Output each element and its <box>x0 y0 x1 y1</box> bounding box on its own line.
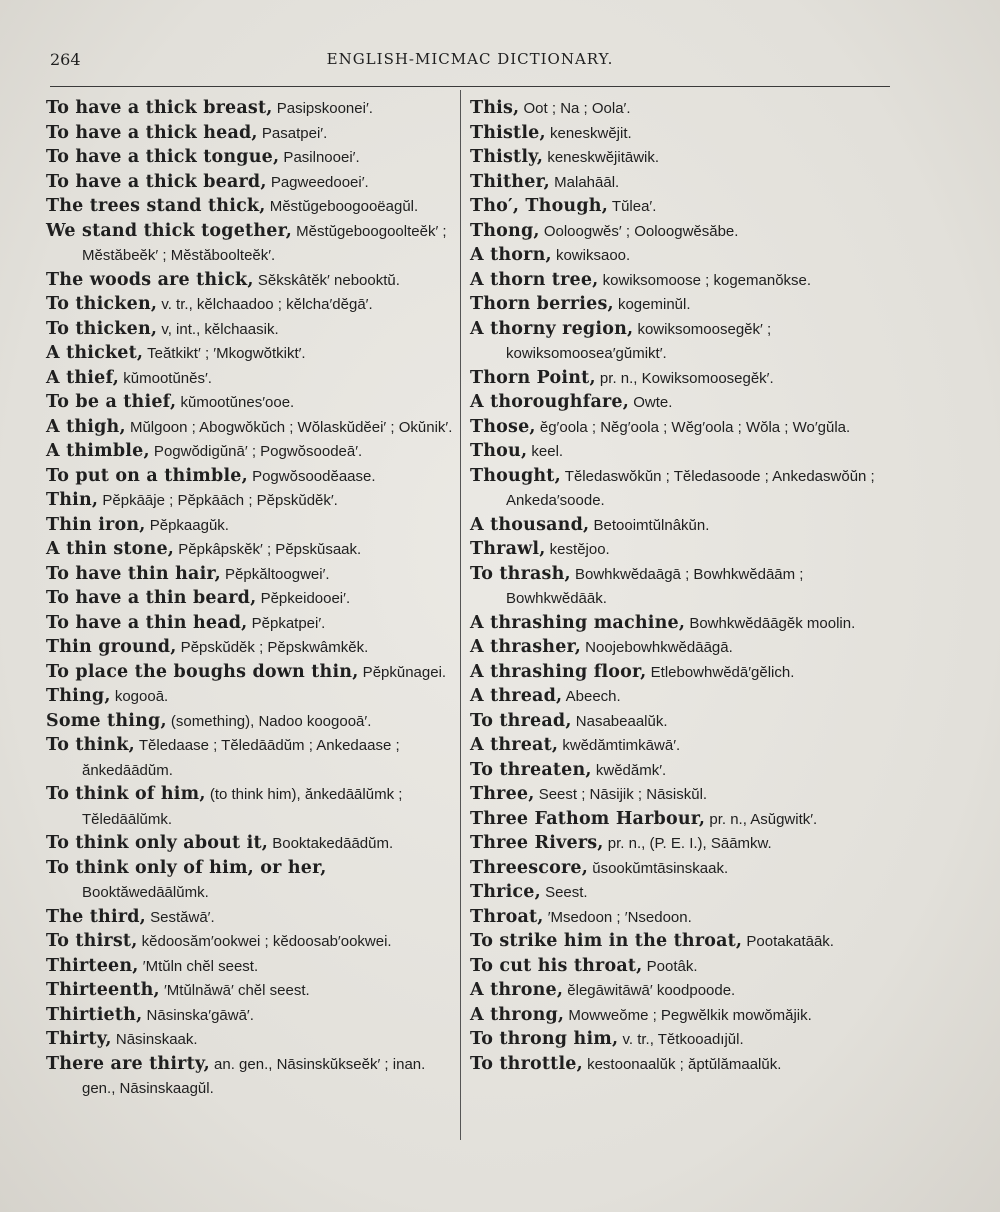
entry-definition: v, int., kĕlchaasik. <box>157 320 279 338</box>
dictionary-entry <box>470 709 892 734</box>
dictionary-entry <box>470 317 892 366</box>
entry-definition: kowiksomoosegĕk′ ; kowiksomoosea′gŭmikt′. <box>506 320 772 362</box>
entry-headword: To strike him in the throat, <box>470 931 743 951</box>
entry-headword: A thrashing floor, <box>470 661 647 682</box>
dictionary-entry <box>470 856 892 881</box>
entry-headword: There are thirty, <box>46 1053 210 1074</box>
entry-definition: Tŭlea′. <box>608 198 657 215</box>
entry-headword: To think, <box>46 735 135 755</box>
right-column <box>470 96 892 1076</box>
book-title: ENGLISH-MICMAC DICTIONARY. <box>326 50 614 68</box>
entry-definition: Malahāāl. <box>549 173 620 191</box>
dictionary-entry <box>46 145 454 170</box>
entry-definition: Mŭlgoon ; Abogwŏkŭch ; Wŏlaskŭdĕei′ ; Okŭnik′. <box>125 418 453 436</box>
entry-definition: Pogwŏsoodĕaase. <box>247 467 376 485</box>
dictionary-entry <box>46 856 454 905</box>
entry-definition: kogooā. <box>110 688 169 705</box>
entry-definition: pr. n., Asŭgwitk′. <box>705 810 818 828</box>
entry-headword: A thread, <box>470 686 563 706</box>
dictionary-entry <box>46 121 454 146</box>
entry-headword: A throne, <box>470 980 564 1000</box>
entry-definition: Mĕstŭgeboogooëagŭl. <box>265 198 419 215</box>
dictionary-entry <box>46 317 454 342</box>
entry-definition: Nāsinskaak. <box>111 1031 198 1048</box>
dictionary-entry <box>470 96 892 121</box>
dictionary-entry <box>46 194 454 219</box>
dictionary-entry <box>470 1003 892 1028</box>
dictionary-entry <box>46 1027 454 1052</box>
dictionary-entry <box>46 464 454 489</box>
entry-definition: Bowhkwĕdaāgā ; Bowhkwĕdāām ; Bowhkwĕdāāk. <box>506 565 804 607</box>
entry-definition: Pĕpkāāje ; Pĕpkāāch ; Pĕpskŭdĕk′. <box>98 492 338 509</box>
dictionary-entry <box>46 660 454 685</box>
entry-headword: Thin iron, <box>46 514 146 535</box>
entry-definition: ′Mtŭln chĕl seest. <box>138 957 259 975</box>
dictionary-entry <box>470 905 892 930</box>
entry-headword: We stand thick together, <box>46 220 293 241</box>
entry-headword: A thimble, <box>46 441 150 461</box>
entry-definition: Mowweŏme ; Pegwĕlkik mowŏmăjik. <box>564 1006 812 1024</box>
dictionary-entry <box>46 292 454 317</box>
entry-headword: To have a thick tongue, <box>46 147 280 167</box>
dictionary-entry <box>46 905 454 930</box>
dictionary-entry <box>470 390 892 415</box>
entry-headword: Thrice, <box>470 882 541 902</box>
entry-headword: Thistle, <box>470 122 546 143</box>
entry-definition: Pasilnooei′. <box>279 149 360 166</box>
entry-definition: Booktakedāādŭm. <box>268 835 394 852</box>
entry-headword: Threescore, <box>470 857 589 878</box>
dictionary-entry <box>46 733 454 782</box>
entry-definition: Bowhkwĕdāāgĕk moolin. <box>685 614 856 632</box>
entry-headword: To place the boughs down thin, <box>46 661 359 682</box>
entry-headword: Thorn Point, <box>470 367 596 388</box>
dictionary-entry <box>470 782 892 807</box>
entry-headword: Thither, <box>470 171 550 192</box>
entry-headword: Some thing, <box>46 710 167 731</box>
entry-definition: kŭmootŭnĕs′. <box>119 369 212 387</box>
entry-definition: Betooimtŭlnâkŭn. <box>589 516 710 534</box>
entry-definition: Seest. <box>540 884 588 901</box>
entry-definition: keneskwĕjit. <box>545 124 632 142</box>
entry-definition: Pasipskoonei′. <box>272 100 373 117</box>
entry-headword: To think only about it, <box>46 833 269 853</box>
entry-definition: Teătkikt′ ; ′Mkogwŏtkikt′. <box>143 345 306 362</box>
entry-headword: Three Rivers, <box>470 833 604 853</box>
entry-definition: Etlebowhwĕdā′gĕlich. <box>646 663 795 681</box>
entry-definition: Mĕstŭgeboogoolteĕk′ ; Mĕstăbeĕk′ ; Mĕstăboolteĕk′. <box>82 222 447 264</box>
dictionary-entry <box>470 684 892 709</box>
entry-definition: an. gen., Nāsinskŭkseĕk′ ; inan. gen., Nāsinskaagŭl. <box>82 1055 426 1097</box>
entry-headword: A thin stone, <box>46 539 175 559</box>
entry-headword: A thousand, <box>470 514 590 535</box>
entry-headword: A thigh, <box>46 416 126 437</box>
entry-headword: This, <box>470 98 520 118</box>
entry-headword: A thorn, <box>470 245 552 265</box>
entry-headword: Thrawl, <box>470 539 546 559</box>
entry-headword: A thrasher, <box>470 637 581 657</box>
dictionary-entry <box>46 268 454 293</box>
entry-definition: kestoonaalŭk ; ăptŭlămaalŭk. <box>582 1055 782 1073</box>
running-head <box>50 50 890 74</box>
entry-definition: Sĕkskâtĕk′ nebooktŭ. <box>253 271 400 289</box>
dictionary-entry <box>46 635 454 660</box>
entry-definition: Pootâk. <box>642 957 698 975</box>
dictionary-entry <box>470 219 892 244</box>
dictionary-entry <box>46 439 454 464</box>
entry-definition: kwĕdămk′. <box>591 761 667 779</box>
entry-headword: To thirst, <box>46 931 138 951</box>
dictionary-entry <box>46 390 454 415</box>
dictionary-entry <box>46 978 454 1003</box>
dictionary-entry <box>46 684 454 709</box>
entry-definition: ŭsookŭmtāsinskaak. <box>588 859 729 877</box>
dictionary-entry <box>470 145 892 170</box>
dictionary-entry <box>46 782 454 831</box>
dictionary-entry <box>470 807 892 832</box>
dictionary-entry <box>470 758 892 783</box>
entry-headword: To have a thin beard, <box>46 588 257 608</box>
dictionary-entry <box>470 415 892 440</box>
dictionary-entry <box>470 292 892 317</box>
entry-headword: To thicken, <box>46 294 158 314</box>
dictionary-entry <box>46 415 454 440</box>
entry-headword: The trees stand thick, <box>46 196 266 216</box>
column-divider <box>460 90 461 1140</box>
entry-definition: Oot ; Na ; Oola′. <box>519 100 631 117</box>
dictionary-entry <box>46 341 454 366</box>
entry-headword: Throat, <box>470 906 544 927</box>
entry-definition: Pĕpkeidooei′. <box>256 590 351 607</box>
entry-definition: Owte. <box>629 394 673 411</box>
dictionary-entry <box>470 929 892 954</box>
dictionary-entry <box>470 439 892 464</box>
dictionary-entry <box>46 954 454 979</box>
entry-headword: To have a thick head, <box>46 122 258 143</box>
entry-definition: Nāsinska′gāwā′. <box>142 1006 254 1024</box>
entry-headword: Thirtieth, <box>46 1004 143 1025</box>
entry-definition: ĕlegāwitāwā′ koodpoode. <box>563 982 736 999</box>
entry-headword: A thrashing machine, <box>470 612 686 633</box>
entry-headword: A threat, <box>470 735 559 755</box>
entry-headword: Those, <box>470 416 536 437</box>
entry-definition: ĕg′oola ; Nĕg′oola ; Wĕg′oola ; Wŏla ; Wo′gŭla. <box>535 418 851 436</box>
entry-headword: To think only of him, or her, <box>46 857 327 878</box>
entry-headword: To thread, <box>470 710 572 731</box>
dictionary-entry <box>46 1003 454 1028</box>
entry-headword: Thirteenth, <box>46 980 160 1000</box>
dictionary-entry <box>470 170 892 195</box>
dictionary-entry <box>470 537 892 562</box>
entry-headword: Tho′, Though, <box>470 196 609 216</box>
dictionary-entry <box>470 635 892 660</box>
dictionary-entry <box>470 268 892 293</box>
entry-definition: Pĕpkâpskĕk′ ; Pĕpskŭsaak. <box>174 541 362 558</box>
header-rule <box>50 86 890 87</box>
dictionary-entry <box>46 488 454 513</box>
entry-definition: Ooloogwĕs′ ; Ooloogwĕsăbe. <box>539 222 739 240</box>
entry-definition: kwĕdămtimkāwā′. <box>558 737 681 754</box>
dictionary-entry <box>46 562 454 587</box>
entry-definition: Pĕpskŭdĕk ; Pĕpskwâmkĕk. <box>176 639 369 656</box>
dictionary-entry <box>470 733 892 758</box>
entry-headword: Thou, <box>470 441 528 461</box>
entry-headword: To cut his throat, <box>470 955 643 976</box>
entry-headword: A thorn tree, <box>470 269 599 290</box>
entry-definition: kestĕjoo. <box>545 541 610 558</box>
dictionary-entry <box>470 194 892 219</box>
dictionary-entry <box>46 611 454 636</box>
entry-headword: Thirteen, <box>46 955 139 976</box>
entry-definition: Pĕpkaagŭk. <box>145 516 229 534</box>
entry-headword: A thorny region, <box>470 318 634 339</box>
entry-headword: Thing, <box>46 686 111 706</box>
entry-headword: To threaten, <box>470 759 592 780</box>
entry-definition: Tĕledaase ; Tĕledāādŭm ; Ankedaase ; ănkedāādŭm. <box>82 737 400 779</box>
dictionary-entry <box>46 170 454 195</box>
entry-definition: Pĕpkatpei′. <box>247 614 326 632</box>
entry-headword: To thrash, <box>470 563 571 584</box>
dictionary-entry <box>46 219 454 268</box>
entry-headword: To have a thick beard, <box>46 171 267 192</box>
entry-definition: Pootakatāāk. <box>742 933 834 950</box>
entry-definition: Sestăwā′. <box>145 908 215 926</box>
dictionary-entry <box>470 366 892 391</box>
entry-definition: keel. <box>527 443 564 460</box>
dictionary-entry <box>470 611 892 636</box>
entry-headword: The woods are thick, <box>46 269 254 290</box>
entry-headword: To think of him, <box>46 784 206 804</box>
entry-definition: pr. n., (P. E. I.), Sāāmkw. <box>603 835 772 852</box>
dictionary-entry <box>470 831 892 856</box>
dictionary-entry <box>46 96 454 121</box>
entry-definition: kĕdoosăm′ookwei ; kĕdoosab′ookwei. <box>137 933 392 950</box>
dictionary-entry <box>470 1052 892 1077</box>
dictionary-entry <box>46 513 454 538</box>
entry-definition: Pogwŏdigŭnā′ ; Pogwŏsoodeā′. <box>149 443 363 460</box>
entry-headword: Thorn berries, <box>470 294 614 314</box>
dictionary-entry <box>470 880 892 905</box>
dictionary-entry <box>46 586 454 611</box>
dictionary-entry <box>470 1027 892 1052</box>
entry-definition: Seest ; Nāsijik ; Nāsiskŭl. <box>534 786 708 803</box>
entry-headword: To have thin hair, <box>46 563 221 584</box>
entry-definition: Pĕpkăltoogwei′. <box>220 565 330 583</box>
entry-definition: Booktăwedāālŭmk. <box>82 884 209 901</box>
dictionary-entry <box>470 978 892 1003</box>
entry-headword: Thin ground, <box>46 637 177 657</box>
entry-headword: To have a thick breast, <box>46 98 273 118</box>
entry-headword: Thistly, <box>470 147 544 167</box>
entry-definition: ′Msedoon ; ′Nsedoon. <box>543 908 692 926</box>
entry-headword: To thicken, <box>46 318 158 339</box>
entry-headword: Thin, <box>46 490 99 510</box>
entry-definition: pr. n., Kowiksomoosegĕk′. <box>595 369 774 387</box>
entry-headword: Three Fathom Harbour, <box>470 808 706 829</box>
dictionary-entry <box>46 709 454 734</box>
entry-headword: To put on a thimble, <box>46 465 248 486</box>
page-number: 264 <box>50 50 81 69</box>
dictionary-entry <box>470 464 892 513</box>
entry-headword: A thief, <box>46 367 120 388</box>
entry-headword: To throttle, <box>470 1053 583 1074</box>
entry-definition: Nasabeaalŭk. <box>571 712 668 730</box>
entry-definition: kŭmootŭnes′ooe. <box>176 394 295 411</box>
entry-definition: keneskwĕjitāwik. <box>543 149 660 166</box>
entry-definition: v. tr., Tĕtkooadıjŭl. <box>618 1031 744 1048</box>
dictionary-entry <box>470 562 892 611</box>
entry-headword: To be a thief, <box>46 392 177 412</box>
dictionary-entry <box>46 929 454 954</box>
entry-headword: To have a thin head, <box>46 612 248 633</box>
entry-headword: The third, <box>46 906 146 927</box>
entry-definition: kogeminŭl. <box>613 296 691 313</box>
dictionary-entry <box>470 513 892 538</box>
entry-definition: Pasatpei′. <box>257 124 328 142</box>
entry-headword: A thicket, <box>46 343 144 363</box>
entry-definition: ′Mtŭlnăwā′ chĕl seest. <box>159 982 310 999</box>
entry-definition: Noojebowhkwĕdāāgā. <box>581 639 733 656</box>
entry-definition: v. tr., kĕlchaadoo ; kĕlcha′dĕgā′. <box>157 296 373 313</box>
entry-headword: A thoroughfare, <box>470 392 630 412</box>
dictionary-entry <box>470 243 892 268</box>
entry-definition: kowiksomoose ; kogemanŏkse. <box>598 271 812 289</box>
entry-headword: A throng, <box>470 1004 565 1025</box>
dictionary-entry <box>46 1052 454 1101</box>
entry-headword: Thirty, <box>46 1029 112 1049</box>
entry-definition: Tĕledaswŏkŭn ; Tĕledasoode ; Ankedaswŏŭn ; Ankeda′soode. <box>506 467 875 509</box>
dictionary-entry <box>470 954 892 979</box>
entry-definition: kowiksaoo. <box>551 247 631 264</box>
entry-headword: Three, <box>470 784 535 804</box>
entry-headword: Thought, <box>470 465 561 486</box>
entry-definition: Pagweedooei′. <box>266 173 369 191</box>
entry-definition: Abeech. <box>562 688 621 705</box>
left-column <box>46 96 454 1101</box>
dictionary-entry <box>46 366 454 391</box>
dictionary-entry <box>470 660 892 685</box>
dictionary-entry <box>46 537 454 562</box>
dictionary-entry <box>46 831 454 856</box>
entry-definition: (something), Nadoo koogooā′. <box>166 712 372 730</box>
entry-definition: (to think him), ănkedāālŭmk ; Tĕledāālŭmk. <box>82 786 403 828</box>
dictionary-entry <box>470 121 892 146</box>
entry-definition: Pĕpkŭnagei. <box>358 663 447 681</box>
entry-headword: To throng him, <box>470 1029 619 1049</box>
entry-headword: Thong, <box>470 220 540 241</box>
